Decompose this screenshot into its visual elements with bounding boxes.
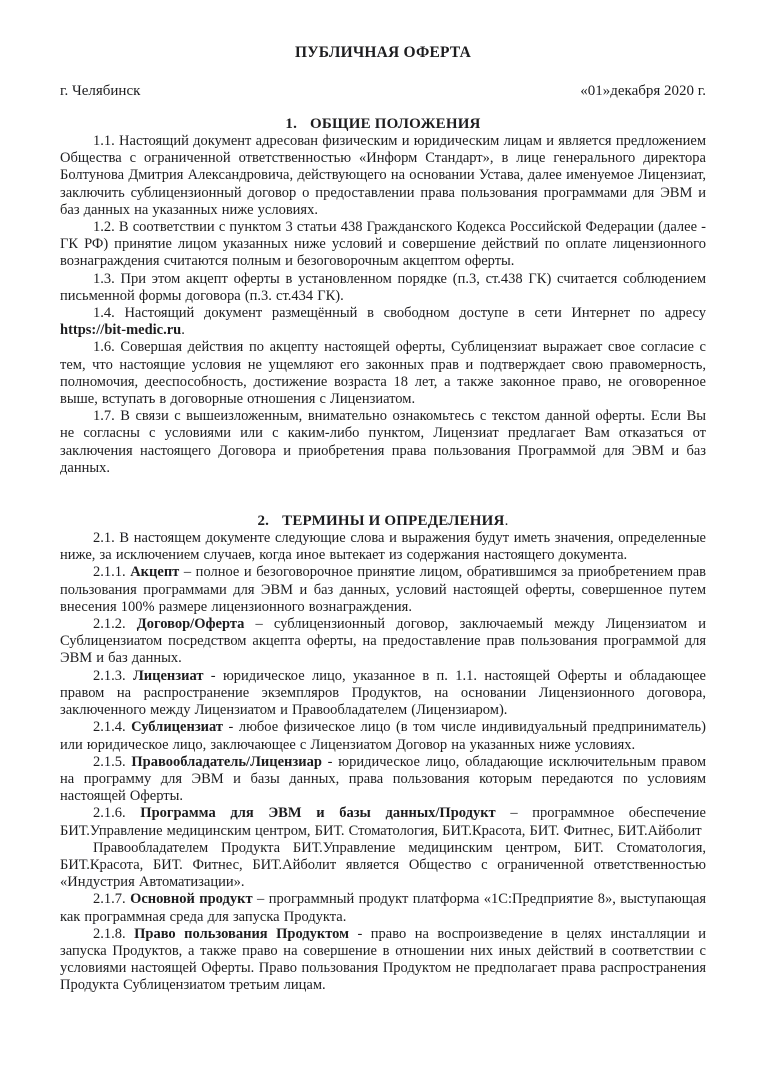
paragraph [60,408,706,477]
paragraph [60,616,706,668]
text-run: 1.2. В соответствии с пунктом 3 статьи 438 Гражданского Кодекса Российской Федерации (далее - ГК РФ) принятие лицом указанных ниже условий и совершение действий по оплате лицензионного вознаграждения считаются полным и безоговорочным акцептом оферты. [60,219,706,270]
bold-run: Лицензиат [132,667,204,684]
bold-run: Договор/Оферта [136,616,245,633]
document-city: г. Челябинск [60,83,141,99]
document-section [60,116,706,477]
bold-run: Основной продукт [130,891,253,908]
document-date: «01»декабря 2020 г. [580,83,706,99]
text-run: 2.1.6. [93,805,141,822]
paragraph [60,271,706,305]
paragraph [60,926,706,995]
paragraph [60,719,706,753]
text-run: - право на воспроизведение в целях инсталляции и запуска Продуктов, а также право на совершение в отношении них иных действий в соответствии с условиями настоящей Оферты. Право пользования Продуктом не предполагает права распространения Продукта Сублицензиатом третьим лицам. [60,925,707,994]
section-title-suffix: . [504,513,509,530]
document-sections [60,116,706,995]
text-run: - юридическое лицо, указанное в п. 1.1. настоящей Оферты и обладающее правом на распространение экземпляров Продуктов, на основании Лицензионного договора, заключенного между Лицензиатом и Правообладателем (Лицензиаром). [60,667,706,719]
text-run: 1.4. Настоящий документ размещённый в свободном доступе в сети Интернет по адресу [93,305,706,322]
text-run: – сублицензионный договор, заключаемый между Лицензиатом и Сублицензиатом посредством акцепта оферты, на предоставление прав пользования программой для ЭВМ и баз данных. [60,616,707,667]
section-heading [60,116,706,133]
text-run: – полное и безоговорочное принятие лицом, обратившимся за приобретением прав пользования программами для ЭВМ и баз данных, условий настоящей оферты, совершенное путем внесения 100% размере лицензионного вознаграждения. [60,564,707,615]
text-run: 2.1. В настоящем документе следующие слова и выражения будут иметь значения, определенные ниже, за исключением случаев, когда иное вытекает из содержания настоящего документа. [60,530,706,564]
text-run: 2.1.2. [93,616,137,633]
text-run: – программное обеспечение БИТ.Управление медицинским центром, БИТ. Стоматология, БИТ.Красота, БИТ. Фитнес, БИТ.Айболит [60,805,706,839]
paragraph [60,305,706,339]
paragraph [60,339,706,408]
section-title: ТЕРМИНЫ И ОПРЕДЕЛЕНИЯ [282,513,505,530]
section-number: 2. [257,513,270,530]
section-title: ОБЩИЕ ПОЛОЖЕНИЯ [310,116,481,132]
text-run: 1.3. При этом акцепт оферты в установленном порядке (п.3, ст.438 ГК) считается соблюдением письменной формы договора (п.3. ст.434 ГК). [60,270,706,304]
text-run: 1.7. В связи с вышеизложенным, внимательно ознакомьтесь с текстом данной оферты. Если Вы не согласны с условиями или с каким-либо пунктом, Лицензиат предлагает Вам отказаться от заключения настоящего Договора и приобретения права пользования Программой для ЭВМ и баз данных. [60,408,706,476]
paragraph [60,891,706,925]
paragraph [60,133,706,219]
text-run: - любое физическое лицо (в том числе индивидуальный предприниматель) или юридическое лицо, заключающее с Лицензиатом Договор на указанных ниже условиях. [60,719,706,753]
paragraph [60,754,706,806]
paragraph [60,564,706,616]
bold-run: Акцепт [130,564,180,581]
text-run: 2.1.8. [93,925,135,942]
text-run: 2.1.7. [93,891,131,908]
text-run: 2.1.5. [93,753,132,770]
bold-run: Право пользования Продуктом [134,925,350,942]
text-run: 1.6. Совершая действия по акцепту настоящей оферты, Сублицензиат выражает свое согласие с тем, что настоящие условия не ущемляют его законных прав и подтверждает свою правомерность, полномочия, дееспособность, достижение возраста 18 лет, а также законное право, не оговоренное выше, вступать в договорные отношения с Лицензиатом. [60,339,706,408]
text-run: 2.1.3. [93,667,133,684]
section-number: 1. [285,116,298,132]
text-run: – программный продукт платформа «1С:Предприятие 8», выступающая как программная среда для запуска Продукта. [60,891,707,925]
text-run: 2.1.1. [93,564,131,581]
text-run: 2.1.4. [93,719,132,736]
document-title: ПУБЛИЧНАЯ ОФЕРТА [294,44,472,61]
paragraph [60,219,706,271]
text-run: - юридическое лицо, обладающие исключительным правом на программу для ЭВМ и базы данных, права пользования которым передаются по условиям настоящей Оферты. [60,753,707,805]
paragraph [60,840,706,892]
document-section [60,513,706,994]
text-run: Правообладателем Продукта БИТ.Управление медицинским центром, БИТ. Стоматология, БИТ.Красота, БИТ. Фитнес, БИТ.Айболит является Общество с ограниченной ответственностью «Индустрия Автоматизации». [60,839,706,891]
meta-row [60,83,706,100]
paragraph [60,668,706,720]
section-heading [60,513,706,530]
paragraph [60,805,706,839]
text-run: 1.1. Настоящий документ адресован физическим и юридическим лицам и является предложением Общества с ограниченной ответственностью «Информ Стандарт», в лице генерального директора Болтунова Дмитрия Александровича, действующего на основании Устава, далее именуемое Лицензиат, заключить сублицензионный договор о предоставлении права пользования программами для ЭВМ и баз данных на указанных ниже условиях. [60,133,706,218]
paragraph [60,530,706,564]
bold-run: https://bit-medic.ru [60,322,182,339]
text-run: . [181,322,185,339]
bold-run: Программа для ЭВМ и базы данных/Продукт [140,805,496,822]
bold-run: Правообладатель/Лицензиар [131,753,322,770]
bold-run: Сублицензиат [131,719,223,736]
